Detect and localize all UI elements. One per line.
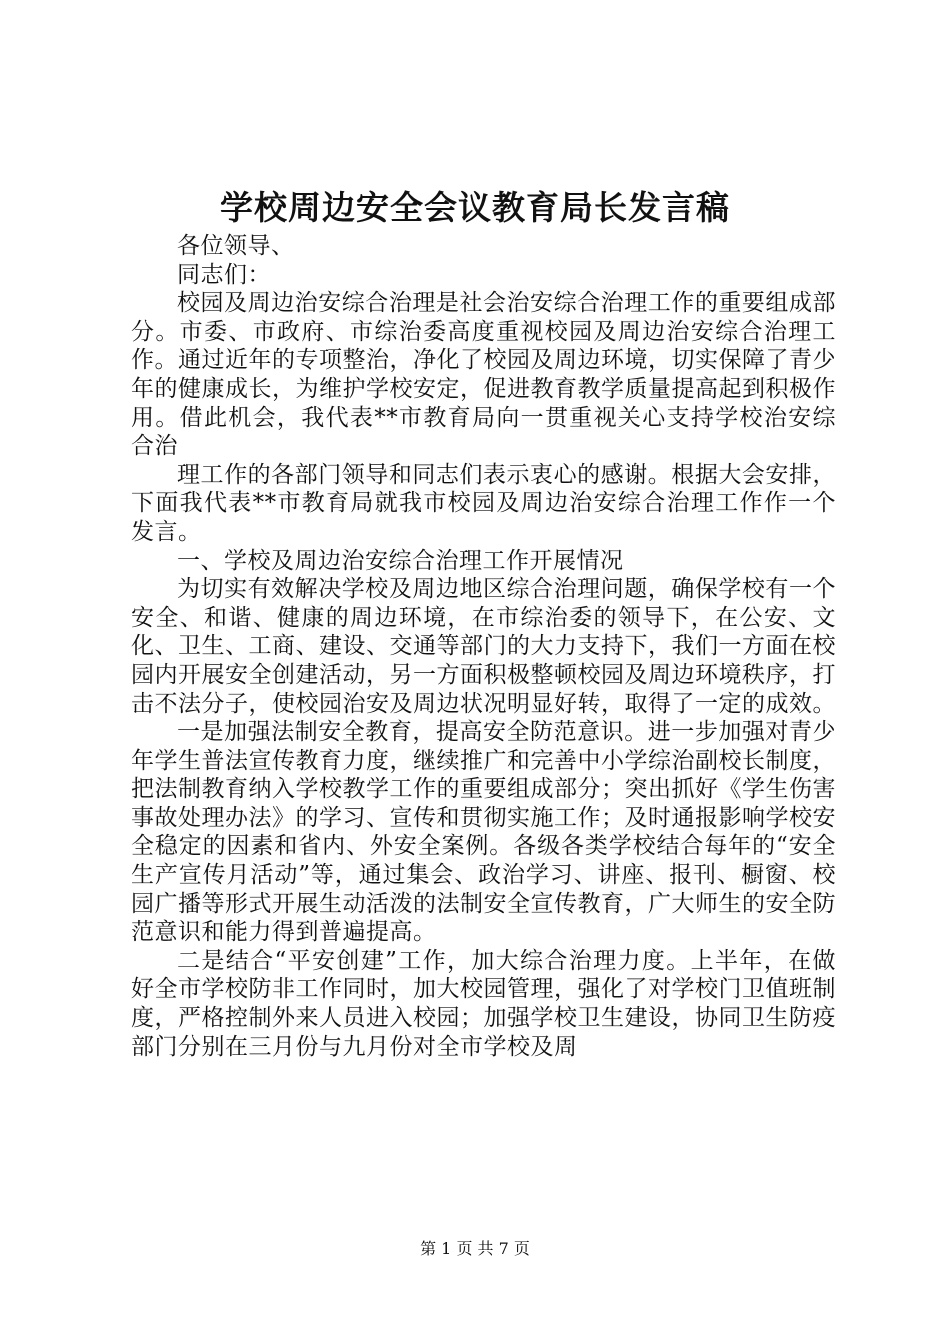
document-body — [131, 232, 836, 1061]
page-footer: 第 1 页 共 7 页 — [420, 1239, 530, 1258]
body-paragraph: 二是结合“平安创建”工作，加大综合治理力度。上半年，在做好全市学校防非工作同时，加大校园管理，强化了对学校门卫值班制度，严格控制外来人员进入校园；加强学校卫生建设，协同卫生防疫部门分别在三月份与九月份对全市学校及周 — [131, 947, 836, 1060]
salutation-line: 同志们： — [177, 261, 271, 288]
section-heading: 一、学校及周边治安综合治理工作开展情况 — [177, 547, 624, 574]
salutation-line: 各位领导、 — [177, 233, 295, 259]
body-paragraph: 校园及周边治安综合治理是社会治安综合治理工作的重要组成部分。市委、市政府、市综治委高度重视校园及周边治安综合治理工作。通过近年的专项整治，净化了校园及周边环境，切实保障了青少年的健康成长，为维护学校安定，促进教育教学质量提高起到积极作用。借此机会，我代表**市教育局向一贯重视关心支持学校治安综合治 — [131, 290, 836, 460]
body-paragraph: 理工作的各部门领导和同志们表示衷心的感谢。根据大会安排，下面我代表**市教育局就我市校园及周边治安综合治理工作作一个发言。 — [131, 461, 836, 545]
body-paragraph: 一是加强法制安全教育，提高安全防范意识。进一步加强对青少年学生普法宣传教育力度，继续推广和完善中小学综治副校长制度，把法制教育纳入学校教学工作的重要组成部分；突出抓好《学生伤害事故处理办法》的学习、宣传和贯彻实施工作；及时通报影响学校安全稳定的因素和省内、外安全案例。各级各类学校结合每年的“安全生产宣传月活动”等，通过集会、政治学习、讲座、报刊、橱窗、校园广播等形式开展生动活泼的法制安全宣传教育，广大师生的安全防范意识和能力得到普遍提高。 — [131, 719, 836, 946]
body-paragraph: 为切实有效解决学校及周边地区综合治理问题，确保学校有一个安全、和谐、健康的周边环境，在市综治委的领导下，在公安、文化、卫生、工商、建设、交通等部门的大力支持下，我们一方面在校园内开展安全创建活动，另一方面积极整顿校园及周边环境秩序，打击不法分子，使校园治安及周边状况明显好转，取得了一定的成效。 — [131, 576, 836, 717]
document-title: 学校周边安全会议教育局长发言稿 — [220, 188, 730, 227]
